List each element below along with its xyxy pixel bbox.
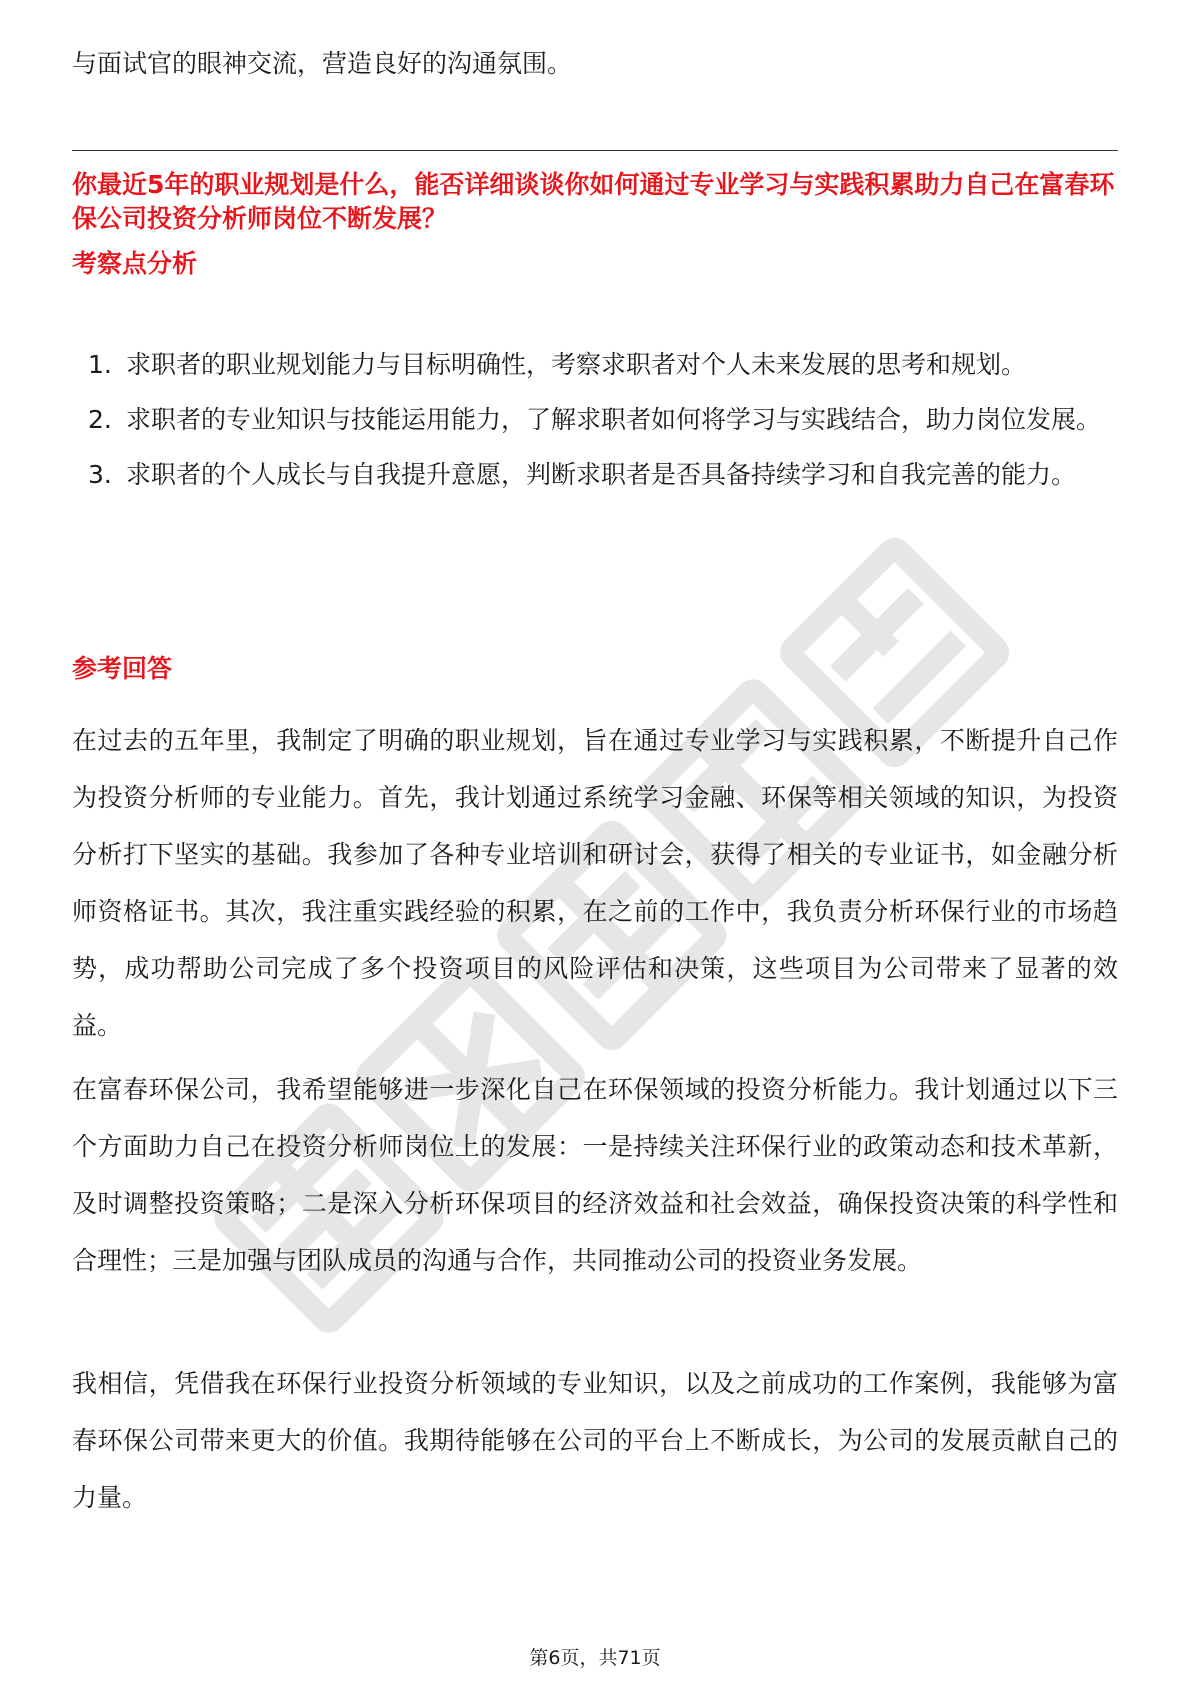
list-item-text: 求职者的专业知识与技能运用能力，了解求职者如何将学习与实践结合，助力岗位发展。 xyxy=(126,405,1102,434)
list-item xyxy=(72,336,1118,394)
list-item-number: 3. xyxy=(88,460,112,489)
interview-question: 你最近5年的职业规划是什么，能否详细谈谈你如何通过专业学习与实践积累助力自己在富春环保公司投资分析师岗位不断发展？ xyxy=(72,170,1115,233)
list-item-text: 求职者的职业规划能力与目标明确性，考察求职者对个人未来发展的思考和规划。 xyxy=(126,350,1027,379)
list-item-number: 2. xyxy=(88,405,112,434)
answer-paragraph: 我相信，凭借我在环保行业投资分析领域的专业知识，以及之前成功的工作案例，我能够为富春环保公司带来更大的价值。我期待能够在公司的平台上不断成长，为公司的发展贡献自己的力量。 xyxy=(72,1369,1118,1512)
page-number-footer: 第6页，共71页 xyxy=(529,1647,661,1669)
answer-heading: 参考回答 xyxy=(72,654,173,683)
list-item xyxy=(72,446,1118,504)
list-item-text: 求职者的个人成长与自我提升意愿，判断求职者是否具备持续学习和自我完善的能力。 xyxy=(126,460,1077,489)
list-item xyxy=(72,391,1118,449)
carry-over-text: 与面试官的眼神交流，营造良好的沟通氛围。 xyxy=(72,49,573,78)
analysis-points-list xyxy=(72,336,1118,501)
section-divider xyxy=(72,150,1118,151)
analysis-heading: 考察点分析 xyxy=(72,249,198,278)
answer-paragraph: 在过去的五年里，我制定了明确的职业规划，旨在通过专业学习与实践积累，不断提升自己作为投资分析师的专业能力。首先，我计划通过系统学习金融、环保等相关领域的知识，为投资分析打下坚实的基础。我参加了各种专业培训和研讨会，获得了相关的专业证书，如金融分析师资格证书。其次，我注重实践经验的积累，在之前的工作中，我负责分析环保行业的市场趋势，成功帮助公司完成了多个投资项目的风险评估和决策，这些项目为公司带来了显著的效益。 xyxy=(72,726,1118,1040)
answer-paragraph: 在富春环保公司，我希望能够进一步深化自己在环保领域的投资分析能力。我计划通过以下三个方面助力自己在投资分析师岗位上的发展：一是持续关注环保行业的政策动态和技术革新，及时调整投资策略；二是深入分析环保项目的经济效益和社会效益，确保投资决策的科学性和合理性；三是加强与团队成员的沟通与合作，共同推动公司的投资业务发展。 xyxy=(72,1075,1118,1275)
list-item-number: 1. xyxy=(88,350,112,379)
